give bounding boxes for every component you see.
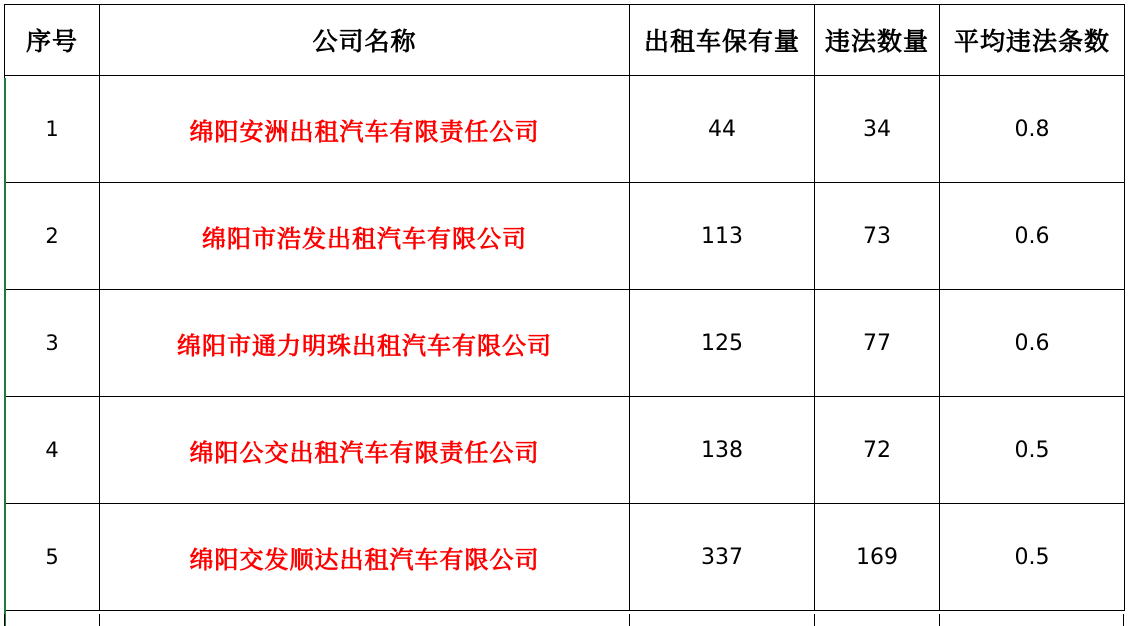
cell-violations: 77 <box>815 290 940 397</box>
cell-average: 0.5 <box>940 504 1125 611</box>
cell-company: 绵阳交发顺达出租汽车有限公司 <box>100 504 630 611</box>
table-header <box>5 5 1125 76</box>
cell-violations: 72 <box>815 397 940 504</box>
table-row <box>5 397 1125 504</box>
table-row <box>5 290 1125 397</box>
spreadsheet-sheet <box>0 4 1132 626</box>
cell-average: 0.5 <box>940 397 1125 504</box>
cell-index: 2 <box>5 183 100 290</box>
cell-owned: 44 <box>630 76 815 183</box>
cell-average: 0.6 <box>940 290 1125 397</box>
cell-company: 绵阳市通力明珠出租汽车有限公司 <box>100 290 630 397</box>
cell-average: 0.6 <box>940 183 1125 290</box>
column-header-violations: 违法数量 <box>815 5 940 76</box>
cell-index: 1 <box>5 76 100 183</box>
table-row <box>5 76 1125 183</box>
cell-owned: 113 <box>630 183 815 290</box>
cell-violations: 34 <box>815 76 940 183</box>
sheet-left-accent-line <box>4 78 6 626</box>
table-row-partial <box>4 614 1124 626</box>
cell-index: 3 <box>5 290 100 397</box>
cell-violations: 169 <box>815 504 940 611</box>
cell-company: 绵阳安洲出租汽车有限责任公司 <box>100 76 630 183</box>
table-body <box>5 76 1125 611</box>
cell-owned: 337 <box>630 504 815 611</box>
cell-violations: 73 <box>815 183 940 290</box>
cell-index: 5 <box>5 504 100 611</box>
violations-table <box>4 4 1125 611</box>
column-header-average: 平均违法条数 <box>940 5 1125 76</box>
column-header-company: 公司名称 <box>100 5 630 76</box>
cell-owned: 125 <box>630 290 815 397</box>
table-row <box>5 504 1125 611</box>
cell-company: 绵阳公交出租汽车有限责任公司 <box>100 397 630 504</box>
cell-index: 4 <box>5 397 100 504</box>
table-row <box>5 183 1125 290</box>
cell-company: 绵阳市浩发出租汽车有限公司 <box>100 183 630 290</box>
cell-owned: 138 <box>630 397 815 504</box>
column-header-index: 序号 <box>5 5 100 76</box>
cell-average: 0.8 <box>940 76 1125 183</box>
table-header-row <box>5 5 1125 76</box>
column-header-owned: 出租车保有量 <box>630 5 815 76</box>
